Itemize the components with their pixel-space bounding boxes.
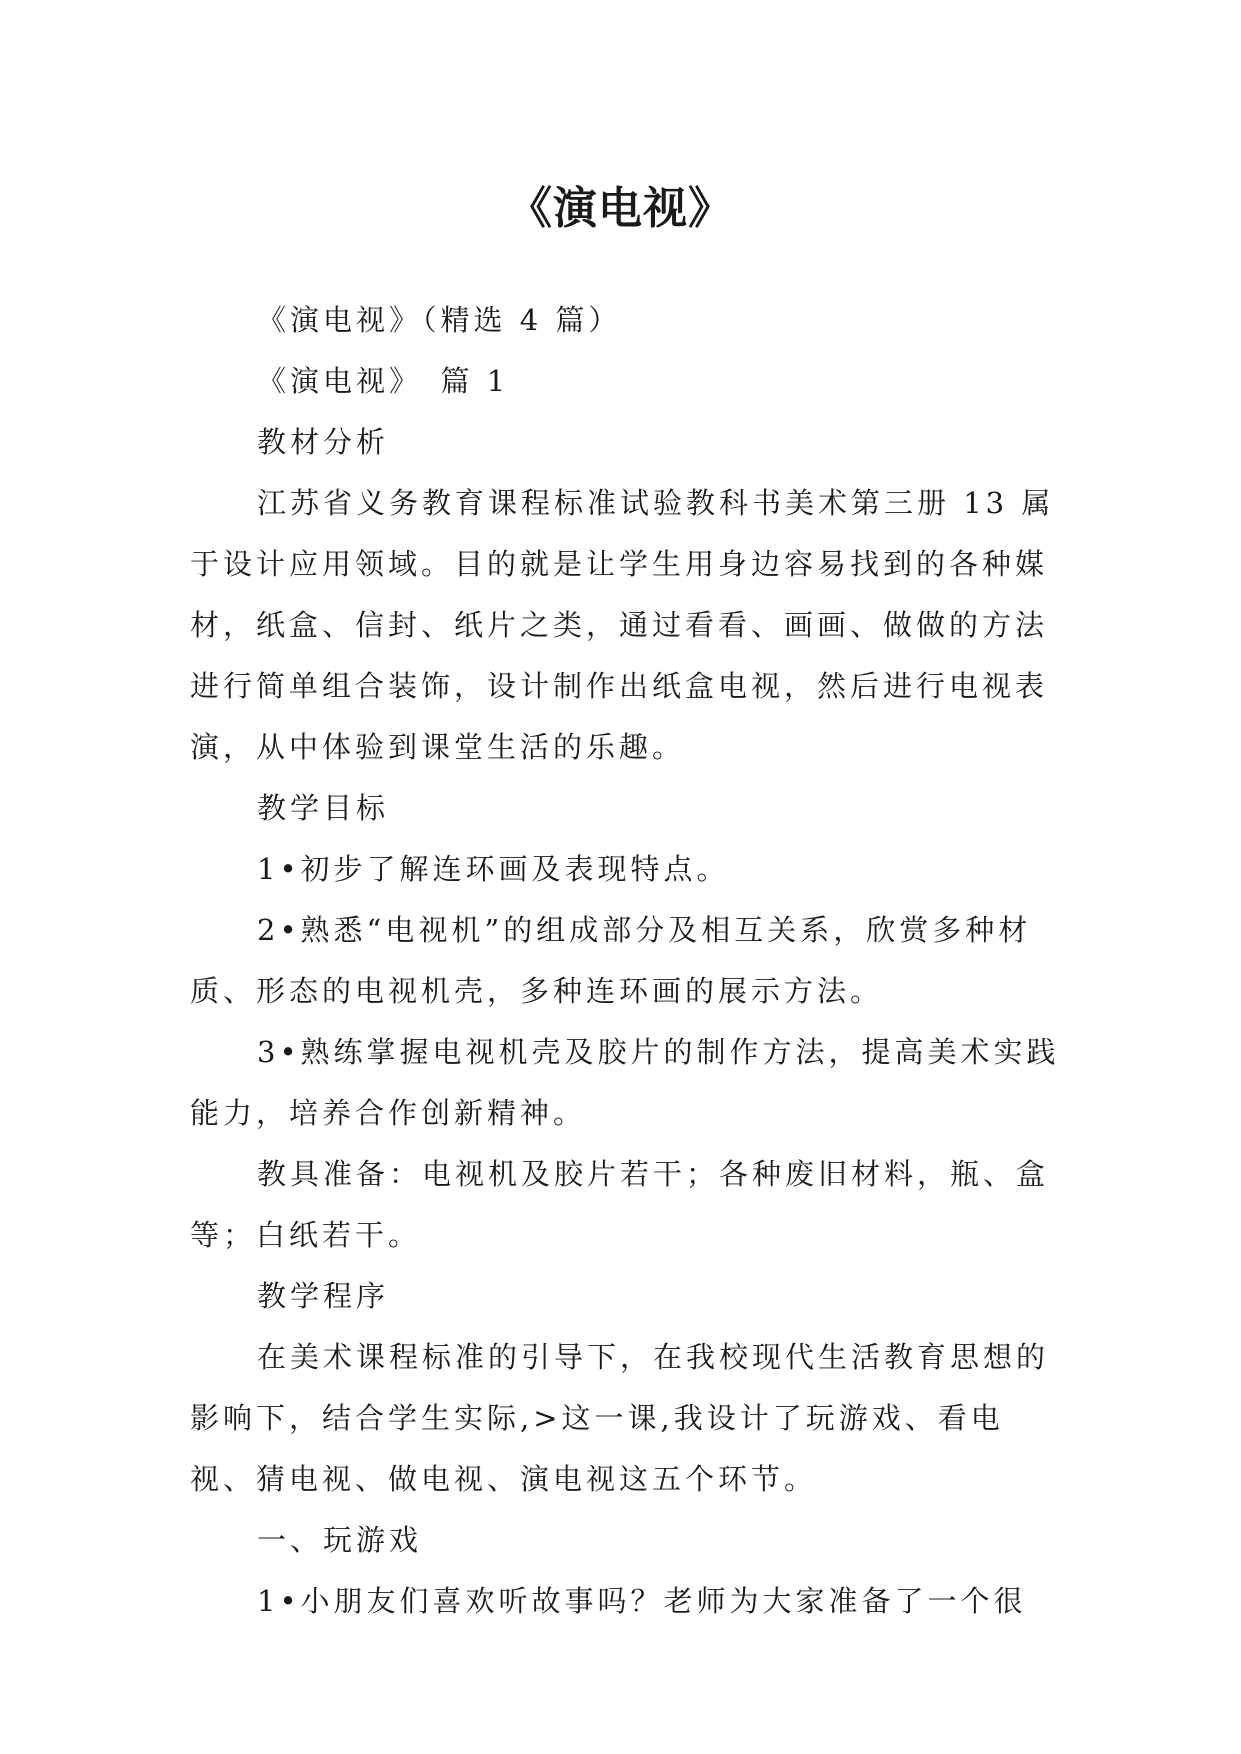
section-heading-material-analysis: 教材分析 [257,425,390,459]
article-heading: 《演电视》 篇 1 [257,364,510,398]
document-body [190,290,1060,1632]
goal-item-3: 3•熟练掌握电视机壳及胶片的制作方法，提高美术实践能力，培养合作创新精神。 [190,1035,1060,1130]
goal-item-2: 2•熟悉“电视机”的组成部分及相互关系，欣赏多种材质、形态的电视机壳，多种连环画的展示方法。 [190,913,1032,1008]
document-title: 《演电视》 [508,183,733,235]
section-heading-teaching-procedure: 教学程序 [257,1279,390,1313]
goal-item-1: 1•初步了解连环画及表现特点。 [257,852,730,886]
paragraph-teaching-procedure: 在美术课程标准的引导下，在我校现代生活教育思想的影响下，结合学生实际,>这一课,我设计了玩游戏、看电视、猜电视、做电视、演电视这五个环节。 [190,1340,1050,1496]
step-item-1: 1•小朋友们喜欢听故事吗？老师为大家准备了一个很 [257,1584,1027,1618]
collection-subtitle: 《演电视》（精选 4 篇） [257,303,622,337]
section-heading-play-game: 一、玩游戏 [257,1523,423,1557]
section-heading-teaching-goals: 教学目标 [257,791,390,825]
paragraph-material-analysis: 江苏省义务教育课程标准试验教科书美术第三册 13 属于设计应用领域。目的就是让学生用身边容易找到的各种媒材，纸盒、信封、纸片之类，通过看看、画画、做做的方法进行简单组合装饰，设计制作出纸盒电视，然后进行电视表演，从中体验到课堂生活的乐趣。 [190,486,1055,764]
paragraph-teaching-aids: 教具准备：电视机及胶片若干；各种废旧材料，瓶、盒等；白纸若干。 [190,1157,1050,1252]
